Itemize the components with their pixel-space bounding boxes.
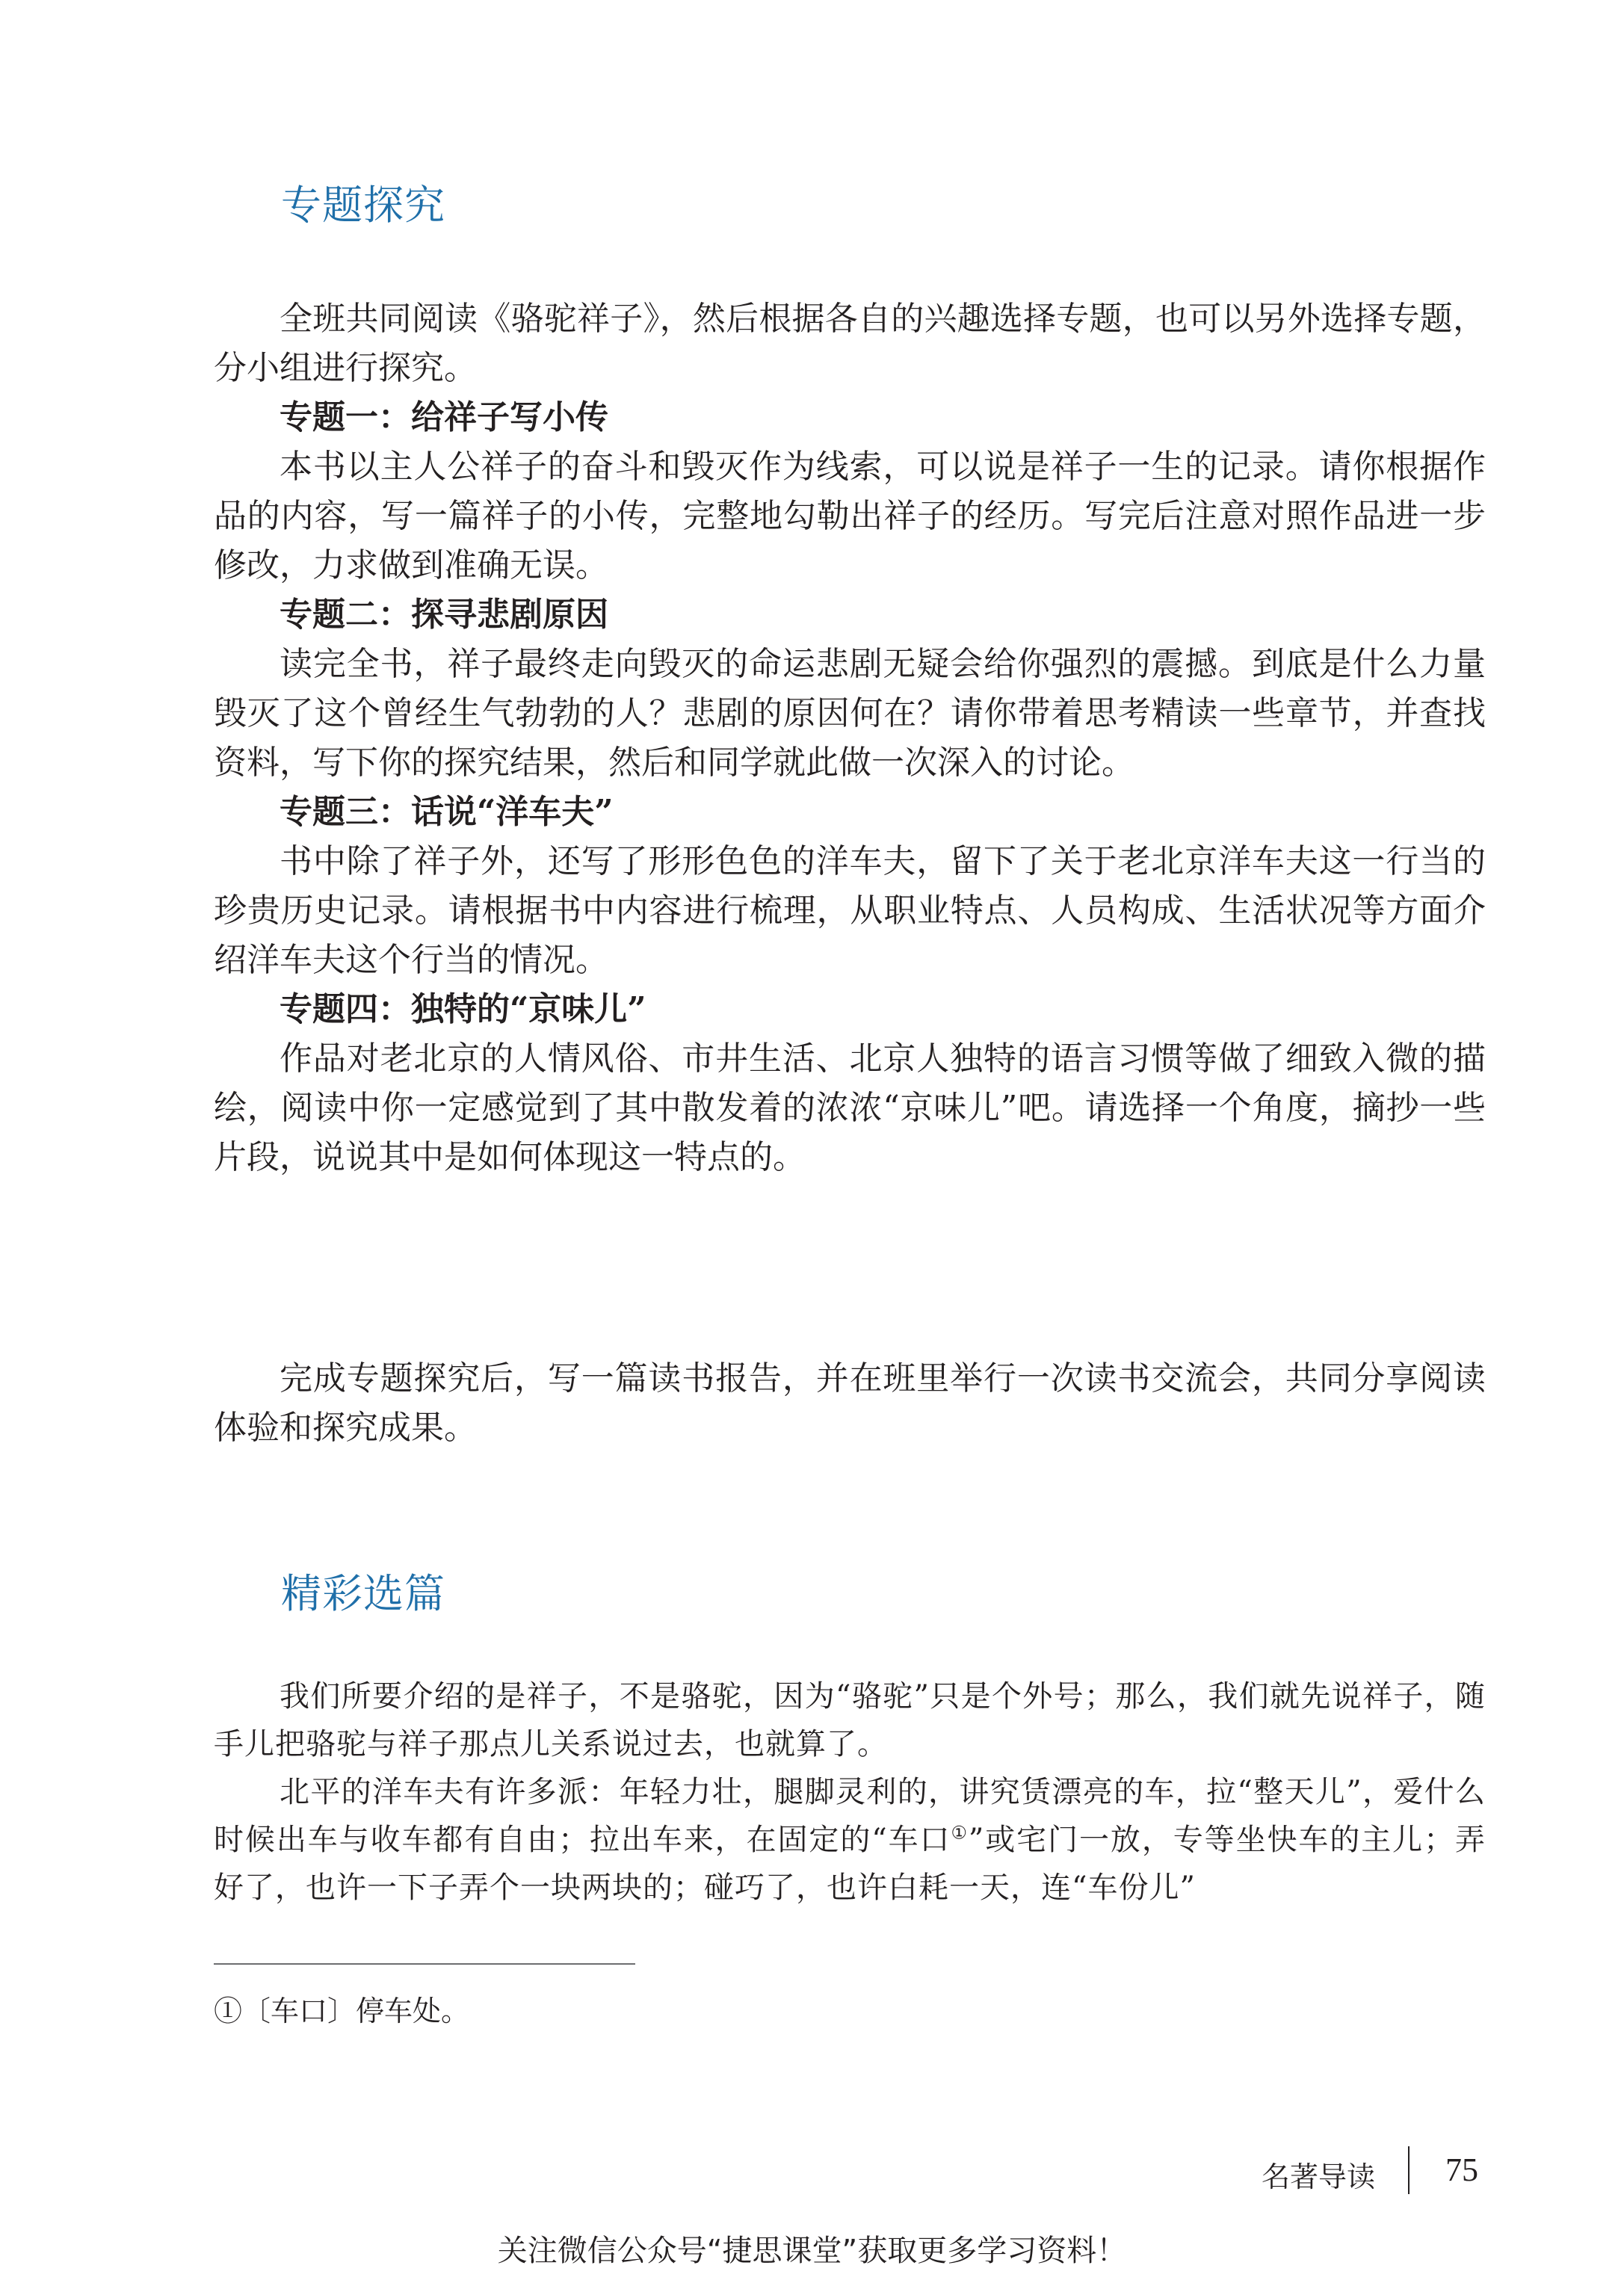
topic-4-title: 专题四：独特的“京味儿” [280,990,646,1028]
excerpt-paragraph-2-part-b: ”或宅门一放，专等坐快车的主儿；弄好了，也许一下子弄个一块两块的；碰巧了，也许白耗一天，连“车份儿” [214,1823,1486,1905]
page-number: 75 [1445,2152,1478,2188]
topic-1-title: 专题一：给祥子写小传 [280,398,608,436]
footer-separator [1408,2146,1410,2194]
topic-3-body: 书中除了祥子外，还写了形形色色的洋车夫，留下了关于老北京洋车夫这一行当的珍贵历史记录。请根据书中内容进行梳理，从职业特点、人员构成、生活状况等方面介绍洋车夫这个行当的情况。 [214,842,1486,979]
topic-2-body: 读完全书，祥子最终走向毁灭的命运悲剧无疑会给你强烈的震撼。到底是什么力量毁灭了这个曾经生气勃勃的人？悲剧的原因何在？请你带着思考精读一些章节，并查找资料，写下你的探究结果，然后和同学就此做一次深入的讨论。 [214,645,1486,782]
footnote-divider [214,1963,635,1965]
intro-paragraph: 全班共同阅读《骆驼祥子》，然后根据各自的兴趣选择专题，也可以另外选择专题，分小组进行探究。 [214,300,1486,387]
promo-note: 关注微信公众号“捷思课堂”获取更多学习资料！ [497,2234,1127,2268]
topic-inquiry-body [214,294,1486,1182]
topic-4-body: 作品对老北京的人情风俗、市井生活、北京人独特的语言习惯等做了细致入微的描绘，阅读中你一定感觉到了其中散发着的浓浓“京味儿”吧。请选择一个角度，摘抄一些片段，说说其中是如何体现这一特点的。 [214,1040,1486,1176]
excerpt-paragraph-2 [214,1768,1486,1912]
excerpt-paragraph-1: 我们所要介绍的是祥子，不是骆驼，因为“骆驼”只是个外号；那么，我们就先说祥子，随手儿把骆驼与祥子那点儿关系说过去，也就算了。 [214,1679,1486,1761]
closing-block [214,1354,1486,1453]
topic-3-title: 专题三：话说“洋车夫” [280,793,614,831]
excerpt-body [214,1672,1486,1912]
section-heading-topic-inquiry: 专题探究 [281,182,445,229]
closing-paragraph: 完成专题探究后，写一篇读书报告，并在班里举行一次读书交流会，共同分享阅读体验和探究成果。 [214,1359,1486,1447]
footnote-reference-mark: ① [951,1822,969,1844]
running-title: 名著导读 [1262,2160,1376,2193]
section-heading-selected-excerpt: 精彩选篇 [281,1570,445,1617]
footnote: ①〔车口〕停车处。 [214,1995,470,2027]
excerpt-paragraph-2-part-a: 北平的洋车夫有许多派：年轻力壮，腿脚灵利的，讲究赁漂亮的车，拉“整天儿”，爱什么时候出车与收车都有自由；拉出车来，在固定的“车口 [214,1775,1486,1857]
topic-1-body: 本书以主人公祥子的奋斗和毁灭作为线索，可以说是祥子一生的记录。请你根据作品的内容，写一篇祥子的小传，完整地勾勒出祥子的经历。写完后注意对照作品进一步修改，力求做到准确无误。 [214,448,1486,584]
topic-2-title: 专题二：探寻悲剧原因 [280,596,608,634]
